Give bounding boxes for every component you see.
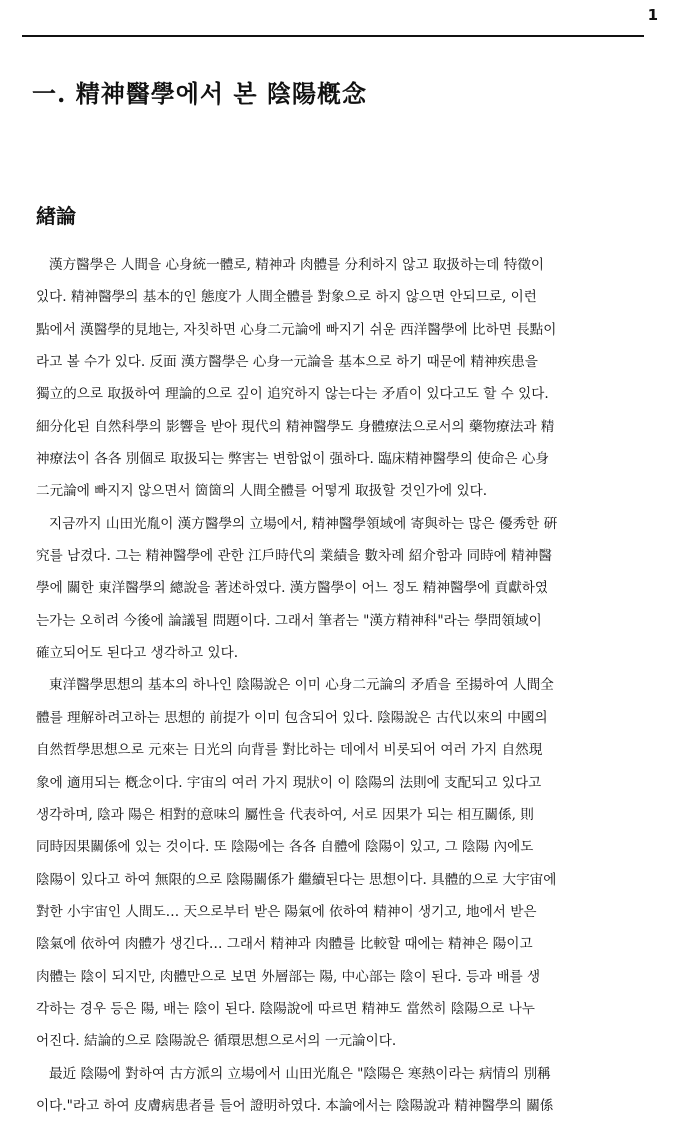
text-line-2: 있다. 精神醫學의 基本的인 態度가 人間全體를 對象으로 하지 않으면 안되므로, 이런 — [36, 289, 537, 306]
text-line-9: 지금까지 山田光胤이 漢方醫學의 立場에서, 精神醫學領域에 寄與하는 많은 優秀한 硏 — [49, 515, 558, 532]
text-line-21: 對한 小宇宙인 人間도… 天으로부터 받은 陽氣에 依하여 精神이 생기고, 地에서 받은 — [36, 903, 537, 920]
text-line-14: 東洋醫學思想의 基本의 하나인 陰陽說은 이미 心身二元論의 矛盾을 至揚하여 人間全 — [49, 677, 554, 694]
header-rule — [22, 35, 644, 37]
text-line-5: 獨立的으로 取扱하여 理論的으로 깊이 追究하지 않는다는 矛盾이 있다고도 할 수 있다. — [36, 386, 549, 403]
body-text — [36, 249, 648, 1122]
section-heading: 緖論 — [36, 204, 76, 228]
text-line-11: 學에 關한 東洋醫學의 總說을 著述하였다. 漢方醫學이 어느 정도 精神醫學에 貢獻하였 — [36, 580, 549, 597]
text-line-26: 最近 陰陽에 對하여 古方派의 立場에서 山田光胤은 "陰陽은 寒熱이라는 病情의 別稱 — [49, 1065, 551, 1082]
text-line-15: 體를 理解하려고하는 思想的 前提가 이미 包含되어 있다. 陰陽說은 古代以來의 中國의 — [36, 709, 548, 726]
text-line-13: 確立되어도 된다고 생각하고 있다. — [36, 645, 239, 662]
text-line-19: 同時因果關係에 있는 것이다. 또 陰陽에는 各各 自體에 陰陽이 있고, 그 陰陽 內에도 — [36, 839, 534, 856]
text-line-25: 어진다. 結論的으로 陰陽說은 循環思想으로서의 一元論이다. — [36, 1033, 397, 1050]
text-line-23: 肉體는 陰이 되지만, 肉體만으로 보면 外層部는 陽, 中心部는 陰이 된다. 등과 배를 생 — [36, 968, 541, 985]
text-line-1: 漢方醫學은 人間을 心身統一體로, 精神과 肉體를 分利하지 않고 取扱하는데 特徵이 — [49, 257, 545, 273]
text-line-18: 생각하며, 陰과 陽은 相對的意味의 屬性을 代表하여, 서로 因果가 되는 相互關係, 則 — [36, 806, 534, 823]
text-line-8: 二元論에 빠지지 않으면서 箇箇의 人間全體를 어떻게 取扱할 것인가에 있다. — [36, 483, 488, 500]
page-number: 1 — [647, 6, 658, 24]
text-line-4: 라고 볼 수가 있다. 反面 漢方醫學은 心身一元論을 基本으로 하기 때문에 精神疾患을 — [36, 354, 538, 371]
text-line-7: 神療法이 各各 別個로 取扱되는 弊害는 변함없이 强하다. 臨床精神醫學의 使命은 心身 — [36, 451, 549, 468]
text-line-22: 陰氣에 依하여 肉體가 생긴다… 그래서 精神과 肉體를 比較할 때에는 精神은 陽이고 — [36, 936, 533, 953]
text-line-27: 이다."라고 하여 皮膚病患者를 들어 證明하였다. 本論에서는 陰陽說과 精神醫學의 關係 — [36, 1097, 554, 1114]
chapter-title: 一. 精神醫學에서 본 陰陽槪念 — [32, 79, 367, 108]
text-line-16: 自然哲學思想으로 元來는 日光의 向背를 對比하는 데에서 비롯되어 여러 가지 自然現 — [36, 742, 543, 759]
text-line-20: 陰陽이 있다고 하여 無限的으로 陰陽關係가 繼續된다는 思想이다. 具體的으로 大宇宙에 — [36, 871, 557, 888]
text-line-3: 點에서 漢醫學的見地는, 자칫하면 心身二元論에 빠지기 쉬운 西洋醫學에 比하면 長點이 — [36, 321, 557, 338]
text-line-12: 는가는 오히려 今後에 論議될 問題이다. 그래서 筆者는 "漢方精神科"라는 學問領域이 — [36, 612, 542, 629]
text-line-24: 각하는 경우 등은 陽, 배는 陰이 된다. 陰陽說에 따르면 精神도 當然히 陰陽으로 나누 — [36, 1000, 535, 1017]
text-line-10: 究를 남겼다. 그는 精神醫學에 관한 江戶時代의 業績을 數차례 紹介함과 同時에 精神醫 — [36, 548, 552, 565]
text-line-17: 象에 適用되는 槪念이다. 宇宙의 여러 가지 現狀이 이 陰陽의 法則에 支配되고 있다고 — [36, 774, 542, 791]
text-line-6: 細分化된 自然科學의 影響을 받아 現代의 精神醫學도 身體療法으로서의 藥物療法과 精 — [36, 418, 555, 435]
